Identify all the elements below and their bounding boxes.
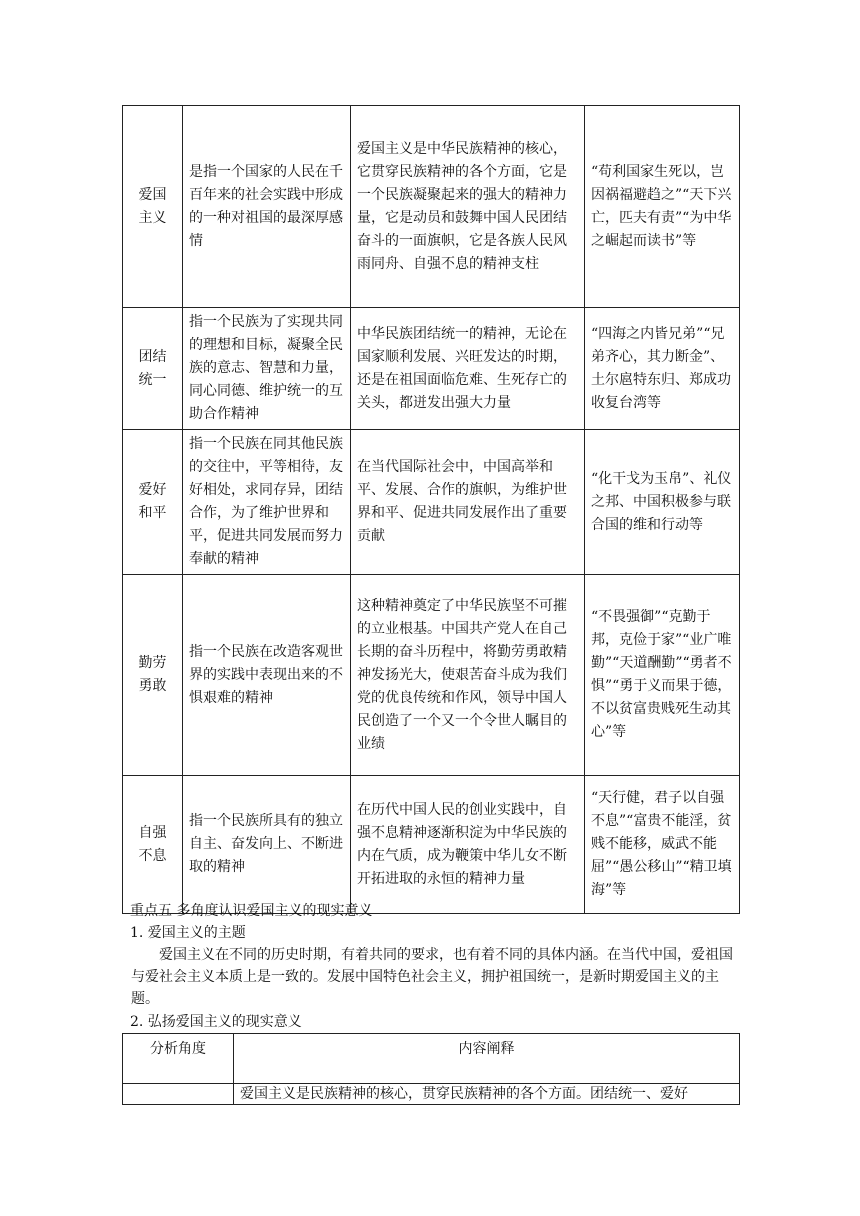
national-spirit-table xyxy=(122,105,740,914)
spirit-examples: “苟利国家生死以，岂因祸福避趋之”“天下兴亡，匹夫有责”“为中华之崛起而读书”等 xyxy=(585,106,740,308)
spirit-definition: 指一个民族所具有的独立自主、奋发向上、不断进取的精神 xyxy=(183,776,351,914)
spirit-role: 在当代国际社会中，中国高举和平、发展、合作的旗帜，为维护世界和平、促进共同发展作出了重要贡献 xyxy=(351,430,585,575)
spirit-definition: 指一个民族为了实现共同的理想和目标，凝聚全民族的意志、智慧和力量，同心同德、维护统一的互助合作精神 xyxy=(183,308,351,430)
spirit-role: 中华民族团结统一的精神，无论在国家顺利发展、兴旺发达的时期，还是在祖国面临危难、生死存亡的关头，都迸发出强大力量 xyxy=(351,308,585,430)
spirit-name: 爱好和平 xyxy=(123,430,183,575)
section-heading: 重点五 多角度认识爱国主义的现实意义 xyxy=(130,903,373,919)
table-header-row xyxy=(123,1034,740,1084)
table-row xyxy=(123,106,740,308)
spirit-name: 爱国主义 xyxy=(123,106,183,308)
table-row xyxy=(123,430,740,575)
spirit-definition: 指一个民族在同其他民族的交往中，平等相待，友好相处，求同存异，团结合作，为了维护世界和平，促进共同发展而努力奉献的精神 xyxy=(183,430,351,575)
spirit-examples: “天行健，君子以自强不息”“富贵不能淫，贫贱不能移，威武不能屈”“愚公移山”“精卫填海”等 xyxy=(585,776,740,914)
table-row xyxy=(123,308,740,430)
spirit-role: 爱国主义是中华民族精神的核心，它贯穿民族精神的各个方面，它是一个民族凝聚起来的强大的精神力量，它是动员和鼓舞中国人民团结奋斗的一面旗帜，它是各族人民风雨同舟、自强不息的精神支柱 xyxy=(351,106,585,308)
spirit-name: 团结统一 xyxy=(123,308,183,430)
subheading-theme: 1. 爱国主义的主题 xyxy=(130,925,246,941)
header-angle: 分析角度 xyxy=(123,1034,234,1084)
theme-paragraph: 爱国主义在不同的历史时期，有着共同的要求，也有着不同的具体内涵。在当代中国，爱祖国与爱社会主义本质上是一致的。发展中国特色社会主义，拥护祖国统一，是新时期爱国主义的主题。 xyxy=(131,947,733,1007)
spirit-name: 勤劳勇敢 xyxy=(123,575,183,776)
subheading-significance: 2. 弘扬爱国主义的现实意义 xyxy=(130,1014,302,1030)
table-row xyxy=(123,776,740,914)
spirit-definition: 指一个民族在改造客观世界的实践中表现出来的不惧艰难的精神 xyxy=(183,575,351,776)
table-row xyxy=(123,575,740,776)
spirit-role: 这种精神奠定了中华民族坚不可摧的立业根基。中国共产党人在自己长期的奋斗历程中，将勤劳勇敢精神发扬光大，使艰苦奋斗成为我们党的优良传统和作风，领导中国人民创造了一个又一个令世人瞩目的业绩 xyxy=(351,575,585,776)
spirit-examples: “四海之内皆兄弟”“兄弟齐心，其力断金”、土尔扈特东归、郑成功收复台湾等 xyxy=(585,308,740,430)
table-row xyxy=(123,1084,740,1105)
spirit-definition: 是指一个国家的人民在千百年来的社会实践中形成的一种对祖国的最深厚感情 xyxy=(183,106,351,308)
row-angle xyxy=(123,1084,234,1105)
spirit-role: 在历代中国人民的创业实践中，自强不息精神逐渐积淀为中华民族的内在气质，成为鞭策中华儿女不断开拓进取的永恒的精神力量 xyxy=(351,776,585,914)
spirit-name: 自强不息 xyxy=(123,776,183,914)
row-content: 爱国主义是民族精神的核心，贯穿民族精神的各个方面。团结统一、爱好 xyxy=(234,1084,740,1105)
spirit-examples: “化干戈为玉帛”、礼仪之邦、中国积极参与联合国的维和行动等 xyxy=(585,430,740,575)
significance-table xyxy=(122,1033,740,1105)
spirit-examples: “不畏强御”“克勤于邦，克俭于家”“业广唯勤”“天道酬勤”“勇者不惧”“勇于义而果于德，不以贫富贵贱死生动其心”等 xyxy=(585,575,740,776)
header-content: 内容阐释 xyxy=(234,1034,740,1084)
